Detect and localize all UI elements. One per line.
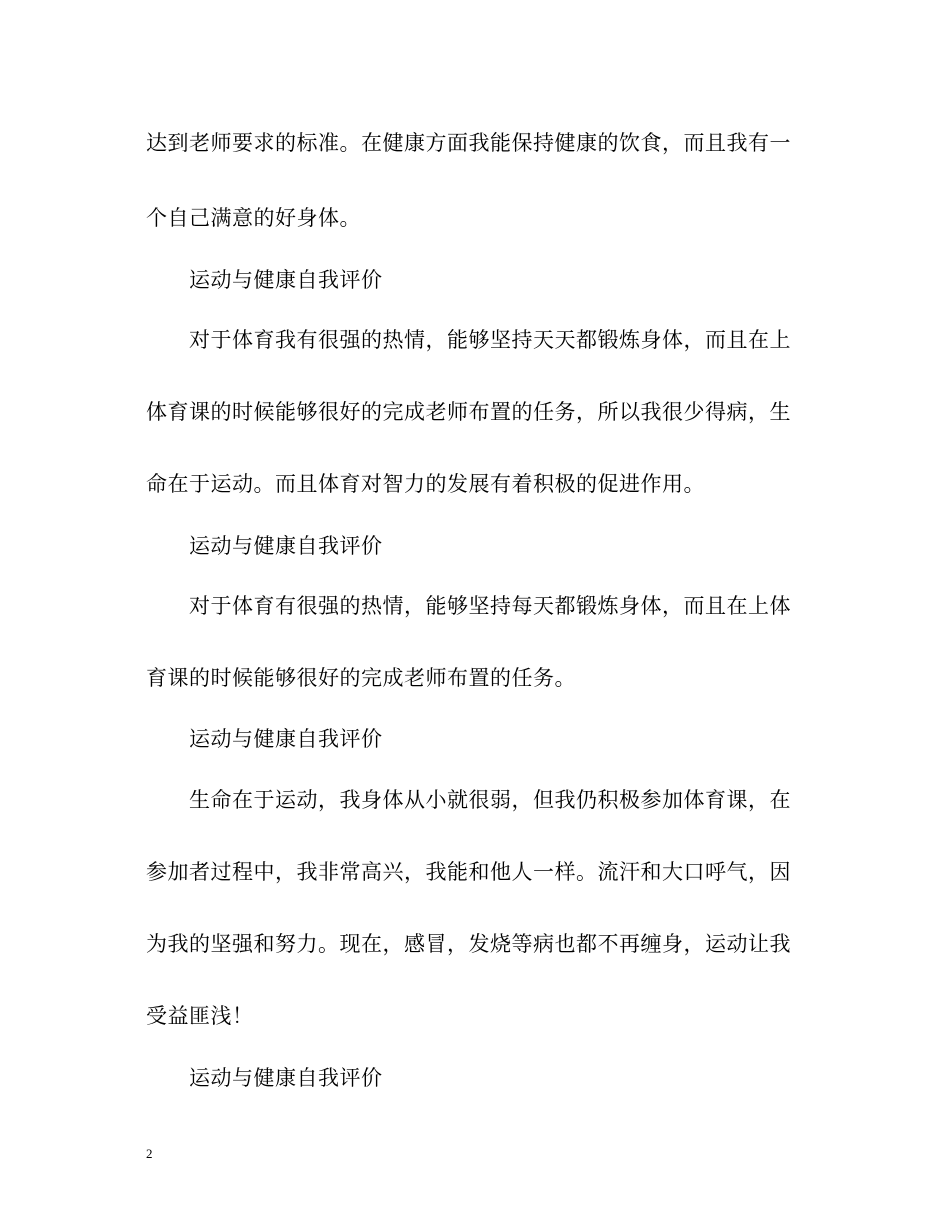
text-line: 育课的时候能够很好的完成老师布置的任务。 — [146, 666, 576, 690]
text-line: 达到老师要求的标准。在健康方面我能保持健康的饮食，而且我有一 — [146, 131, 791, 155]
section-heading: 运动与健康自我评价 — [189, 1066, 383, 1090]
text-line: 生命在于运动，我身体从小就很弱，但我仍积极参加体育课，在 — [189, 788, 791, 812]
section-heading: 运动与健康自我评价 — [189, 268, 383, 292]
text-line: 命在于运动。而且体育对智力的发展有着积极的促进作用。 — [146, 472, 705, 496]
text-line: 个自己满意的好身体。 — [146, 206, 361, 230]
text-line: 对于体育我有很强的热情，能够坚持天天都锻炼身体，而且在上 — [189, 328, 791, 352]
text-line: 为我的坚强和努力。现在，感冒，发烧等病也都不再缠身，运动让我 — [146, 932, 791, 956]
section-heading: 运动与健康自我评价 — [189, 534, 383, 558]
section-heading: 运动与健康自我评价 — [189, 727, 383, 751]
page-number: 2 — [146, 1146, 153, 1161]
text-line: 体育课的时候能够很好的完成老师布置的任务，所以我很少得病，生 — [146, 400, 791, 424]
text-line: 参加者过程中，我非常高兴，我能和他人一样。流汗和大口呼气，因 — [146, 860, 791, 884]
text-line: 受益匪浅！ — [146, 1004, 254, 1028]
text-line: 对于体育有很强的热情，能够坚持每天都锻炼身体，而且在上体 — [189, 594, 791, 618]
